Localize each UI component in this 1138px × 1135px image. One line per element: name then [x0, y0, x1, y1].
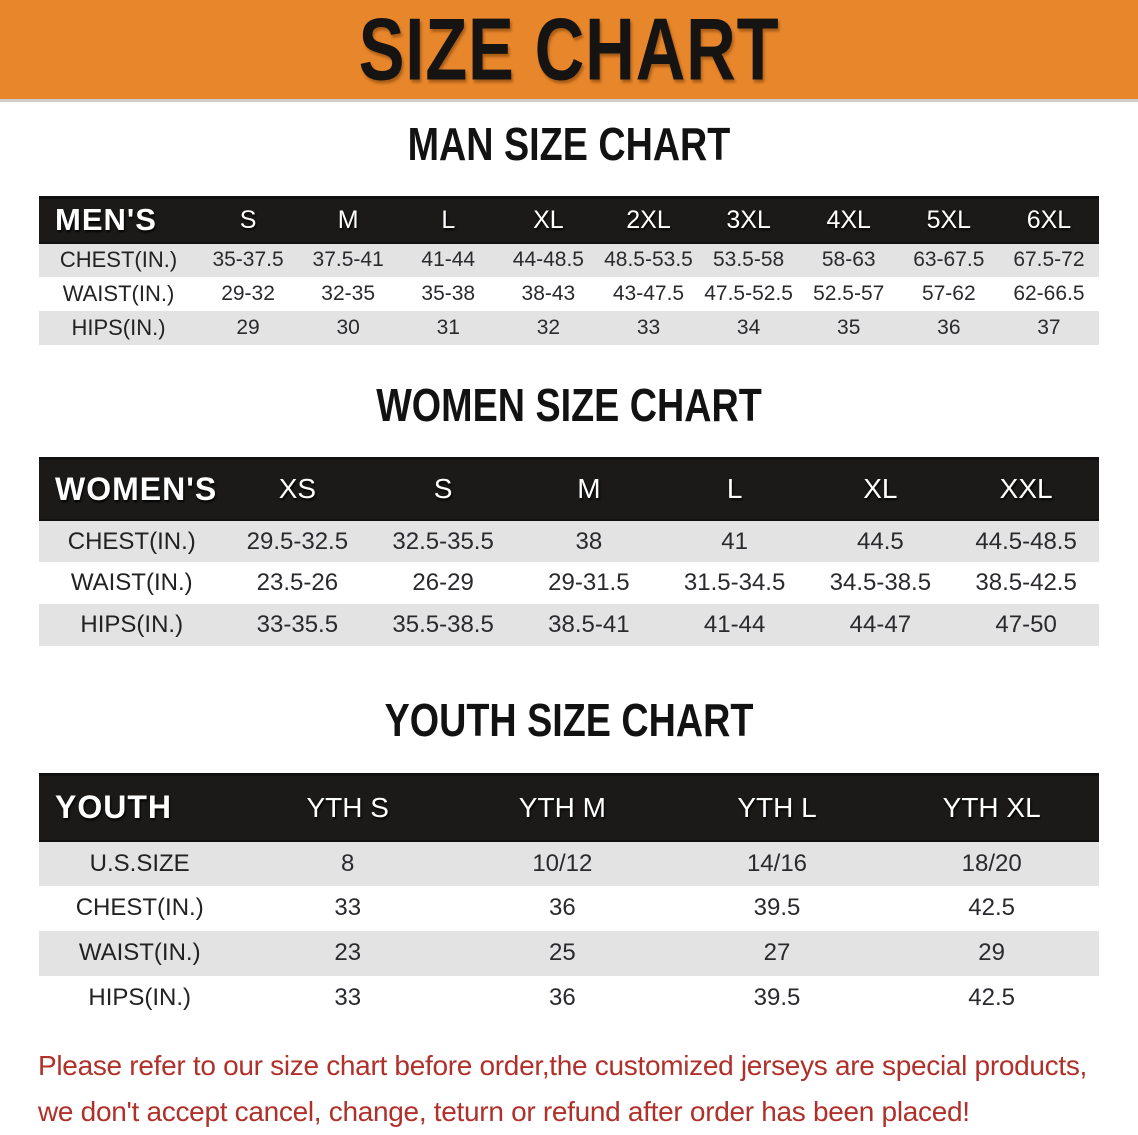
banner [0, 0, 1138, 102]
measurement-value: 30 [298, 311, 398, 345]
measurement-label: WAIST(IN.) [39, 562, 225, 604]
measurement-value: 32 [498, 311, 598, 345]
measurement-value: 47.5-52.5 [699, 277, 799, 311]
measurement-value: 44.5-48.5 [953, 520, 1099, 562]
measurement-value: 35.5-38.5 [370, 604, 516, 646]
measurement-value: 29-32 [198, 277, 298, 311]
measurement-value: 38-43 [498, 277, 598, 311]
measurement-row [39, 931, 1099, 976]
measurement-value: 35-37.5 [198, 243, 298, 277]
measurement-row [39, 886, 1099, 931]
youth-size-table [39, 773, 1099, 1021]
measurement-value: 57-62 [899, 277, 999, 311]
measurement-value: 32-35 [298, 277, 398, 311]
disclaimer [38, 1043, 1102, 1135]
measurement-label: HIPS(IN.) [39, 604, 225, 646]
measurement-value: 33 [240, 886, 455, 931]
measurement-value: 41-44 [662, 604, 808, 646]
men-section-heading: MAN SIZE CHART [407, 118, 731, 170]
size-column-header: XXL [953, 458, 1099, 520]
measurement-value: 52.5-57 [799, 277, 899, 311]
group-label: MEN'S [39, 198, 198, 243]
disclaimer-line-1: Please refer to our size chart before order,the customized jerseys are special products, [38, 1049, 1088, 1081]
measurement-value: 36 [455, 886, 670, 931]
section-youth [0, 696, 1138, 1021]
size-column-header: M [298, 198, 398, 243]
measurement-value: 33 [598, 311, 698, 345]
measurement-value: 41-44 [398, 243, 498, 277]
size-table-header-row [39, 775, 1099, 841]
measurement-value: 67.5-72 [999, 243, 1099, 277]
measurement-value: 29-31.5 [516, 562, 662, 604]
measurement-label: HIPS(IN.) [39, 976, 240, 1021]
measurement-row [39, 841, 1099, 886]
group-label: YOUTH [39, 775, 240, 841]
size-table-header-row [39, 458, 1099, 520]
measurement-value: 33 [240, 976, 455, 1021]
youth-section-heading: YOUTH SIZE CHART [384, 694, 754, 746]
measurement-label: CHEST(IN.) [39, 886, 240, 931]
measurement-value: 63-67.5 [899, 243, 999, 277]
size-column-header: S [370, 458, 516, 520]
measurement-value: 32.5-35.5 [370, 520, 516, 562]
group-label: WOMEN'S [39, 458, 225, 520]
measurement-row [39, 604, 1099, 646]
size-column-header: YTH M [455, 775, 670, 841]
measurement-value: 38 [516, 520, 662, 562]
size-column-header: L [662, 458, 808, 520]
measurement-value: 38.5-42.5 [953, 562, 1099, 604]
measurement-value: 29 [198, 311, 298, 345]
measurement-label: CHEST(IN.) [39, 243, 198, 277]
measurement-value: 36 [899, 311, 999, 345]
women-section-heading: WOMEN SIZE CHART [376, 378, 762, 431]
size-column-header: 3XL [699, 198, 799, 243]
measurement-value: 29 [884, 931, 1099, 976]
measurement-value: 25 [455, 931, 670, 976]
measurement-value: 53.5-58 [699, 243, 799, 277]
measurement-value: 39.5 [670, 976, 885, 1021]
measurement-value: 14/16 [670, 841, 885, 886]
size-column-header: 2XL [598, 198, 698, 243]
measurement-value: 44.5 [808, 520, 954, 562]
measurement-row [39, 243, 1099, 277]
measurement-value: 33-35.5 [225, 604, 371, 646]
measurement-value: 48.5-53.5 [598, 243, 698, 277]
page-title: SIZE CHART [358, 0, 780, 99]
size-column-header: XS [225, 458, 371, 520]
measurement-value: 8 [240, 841, 455, 886]
measurement-value: 42.5 [884, 886, 1099, 931]
measurement-value: 37.5-41 [298, 243, 398, 277]
measurement-value: 31 [398, 311, 498, 345]
measurement-value: 41 [662, 520, 808, 562]
measurement-value: 18/20 [884, 841, 1099, 886]
size-column-header: 5XL [899, 198, 999, 243]
measurement-row [39, 277, 1099, 311]
measurement-row [39, 976, 1099, 1021]
size-column-header: S [198, 198, 298, 243]
section-women [0, 378, 1138, 647]
measurement-value: 42.5 [884, 976, 1099, 1021]
size-table-header-row [39, 198, 1099, 243]
measurement-value: 29.5-32.5 [225, 520, 371, 562]
measurement-label: CHEST(IN.) [39, 520, 225, 562]
measurement-value: 34.5-38.5 [808, 562, 954, 604]
measurement-value: 35-38 [398, 277, 498, 311]
size-column-header: YTH XL [884, 775, 1099, 841]
size-column-header: YTH L [670, 775, 885, 841]
measurement-value: 39.5 [670, 886, 885, 931]
men-size-table [39, 196, 1099, 345]
measurement-value: 37 [999, 311, 1099, 345]
size-column-header: L [398, 198, 498, 243]
size-column-header: YTH S [240, 775, 455, 841]
measurement-value: 34 [699, 311, 799, 345]
measurement-value: 31.5-34.5 [662, 562, 808, 604]
measurement-label: U.S.SIZE [39, 841, 240, 886]
measurement-value: 44-47 [808, 604, 954, 646]
measurement-value: 10/12 [455, 841, 670, 886]
size-column-header: M [516, 458, 662, 520]
measurement-row [39, 520, 1099, 562]
section-men [0, 120, 1138, 345]
measurement-row [39, 311, 1099, 345]
women-size-table [39, 457, 1099, 647]
measurement-value: 35 [799, 311, 899, 345]
measurement-label: WAIST(IN.) [39, 277, 198, 311]
measurement-label: HIPS(IN.) [39, 311, 198, 345]
measurement-value: 38.5-41 [516, 604, 662, 646]
measurement-value: 43-47.5 [598, 277, 698, 311]
size-column-header: XL [498, 198, 598, 243]
measurement-value: 36 [455, 976, 670, 1021]
measurement-value: 26-29 [370, 562, 516, 604]
measurement-value: 27 [670, 931, 885, 976]
measurement-value: 62-66.5 [999, 277, 1099, 311]
measurement-value: 44-48.5 [498, 243, 598, 277]
measurement-value: 23.5-26 [225, 562, 371, 604]
size-column-header: 4XL [799, 198, 899, 243]
disclaimer-line-2: we don't accept cancel, change, teturn or refund after order has been placed! [38, 1095, 970, 1127]
measurement-row [39, 562, 1099, 604]
measurement-label: WAIST(IN.) [39, 931, 240, 976]
size-column-header: 6XL [999, 198, 1099, 243]
measurement-value: 58-63 [799, 243, 899, 277]
measurement-value: 23 [240, 931, 455, 976]
measurement-value: 47-50 [953, 604, 1099, 646]
size-column-header: XL [808, 458, 954, 520]
